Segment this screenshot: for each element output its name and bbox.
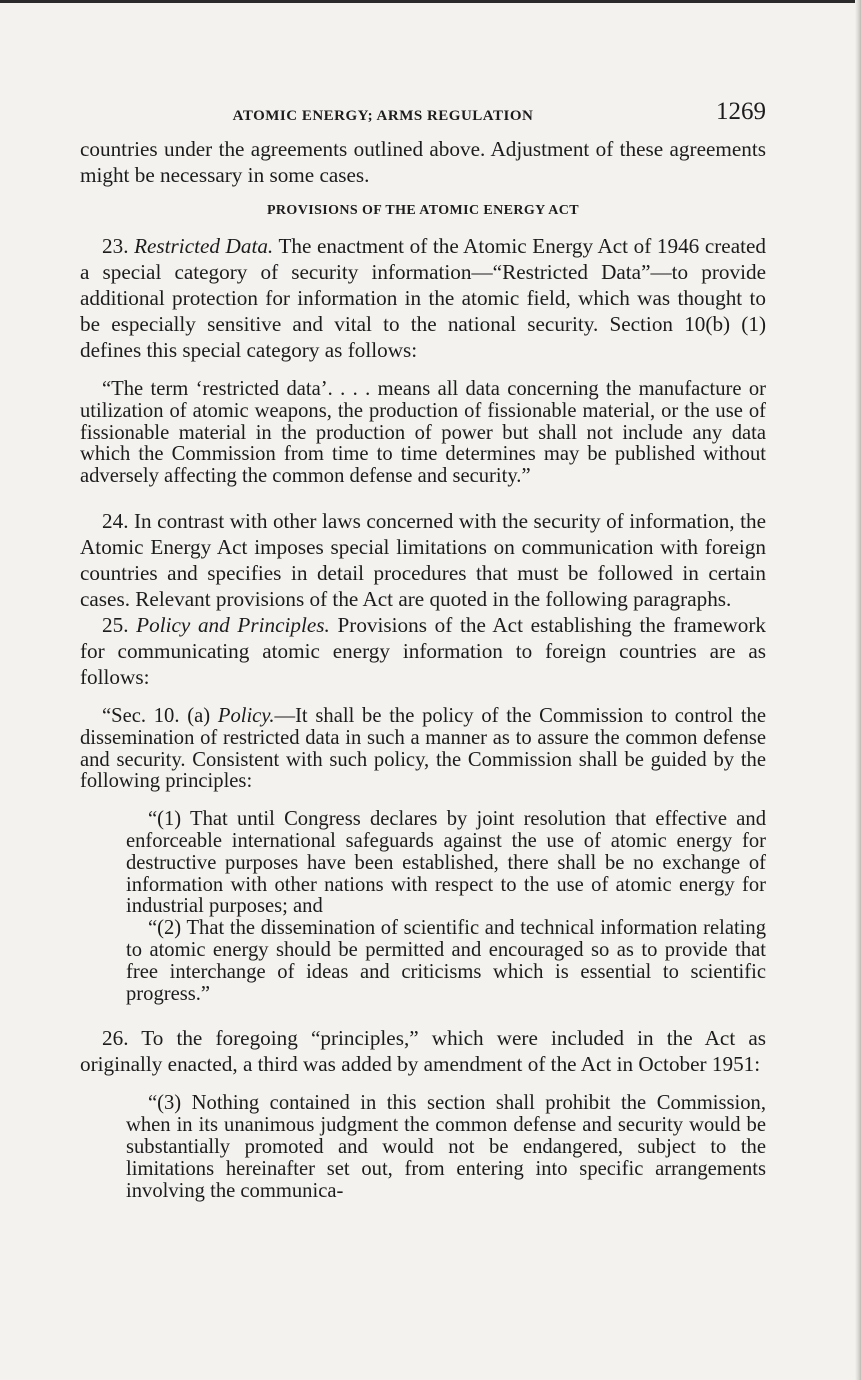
quote-section-10a-text: —It shall be the policy of the Commission to control the dissemination of restricted data in such a manner as to assure the common defense and security. Consistent with such policy, the Commission shall be guided by the following principles:: [80, 704, 766, 793]
principle-1: “(1) That until Congress declares by joint resolution that effective and enforceable international safeguards against the use of atomic energy for destructive purposes have been established, there shall be no exchange of information with other nations with respect to the use of atomic energy for industrial purposes; and: [126, 808, 766, 918]
principle-2: “(2) That the dissemination of scientific and technical information relating to atomic energy should be permitted and encouraged so as to provide that free interchange of ideas and criticisms which is essential to scientific progress.”: [126, 917, 766, 1005]
top-edge-rule: [0, 0, 861, 3]
quote-section-10a-lead: “Sec. 10. (a): [102, 704, 211, 727]
principle-3: “(3) Nothing contained in this section shall prohibit the Commission, when in its unanimous judgment the common defense and security would be substantially promoted and would not be endangered, subject to the limitations hereinafter set out, from entering into specific arrangements involving the communica-: [126, 1092, 766, 1202]
paragraph-23-number: 23.: [102, 234, 129, 258]
running-title: ATOMIC ENERGY; ARMS REGULATION: [232, 108, 534, 124]
paragraph-24: 24. In contrast with other laws concerned with the security of information, the Atomic Energy Act imposes special limitations on communication with foreign countries and specifies in detail procedures that must be followed in certain cases. Relevant provisions of the Act are quoted in the following paragraphs.: [80, 508, 766, 611]
running-header: [80, 96, 766, 136]
paragraph-23-title: Restricted Data.: [134, 234, 274, 258]
paragraph-25-title: Policy and Principles.: [136, 612, 330, 637]
paragraph-23: [80, 233, 766, 363]
paragraph-25: [80, 612, 766, 690]
quote-section-10a: [80, 706, 766, 793]
page-number: 1269: [716, 98, 766, 125]
document-page: [80, 96, 766, 1202]
paragraph-25-text: Provisions of the Act establishing the framework for communicating atomic energy information to foreign countries are as follows:: [80, 612, 767, 689]
continuation-paragraph: countries under the agreements outlined above. Adjustment of these agreements might be necessary in some cases.: [80, 137, 766, 187]
section-heading: PROVISIONS OF THE ATOMIC ENERGY ACT: [266, 203, 580, 218]
quote-restricted-data: “The term ‘restricted data’. . . . means all data concerning the manufacture or utilization of atomic weapons, the production of fissionable material, or the use of fissionable material in the production of power but shall not include any data which the Commission from time to time determines may be published without adversely affecting the common defense and security.”: [80, 378, 766, 488]
paragraph-25-number: 25.: [102, 612, 129, 637]
quote-section-10a-title: Policy.: [217, 704, 275, 727]
paragraph-23-text: The enactment of the Atomic Energy Act of 1946 created a special category of security information—“Restricted Data”—to provide additional protection for information in the atomic field, which was thought to be especially sensitive and vital to the national security. Section 10(b) (1) defines this special category as follows:: [80, 234, 766, 362]
page-edge-shadow: [855, 0, 861, 1380]
paragraph-26: 26. To the foregoing “principles,” which were included in the Act as originally enacted, a third was added by amendment of the Act in October 1951:: [80, 1026, 766, 1077]
